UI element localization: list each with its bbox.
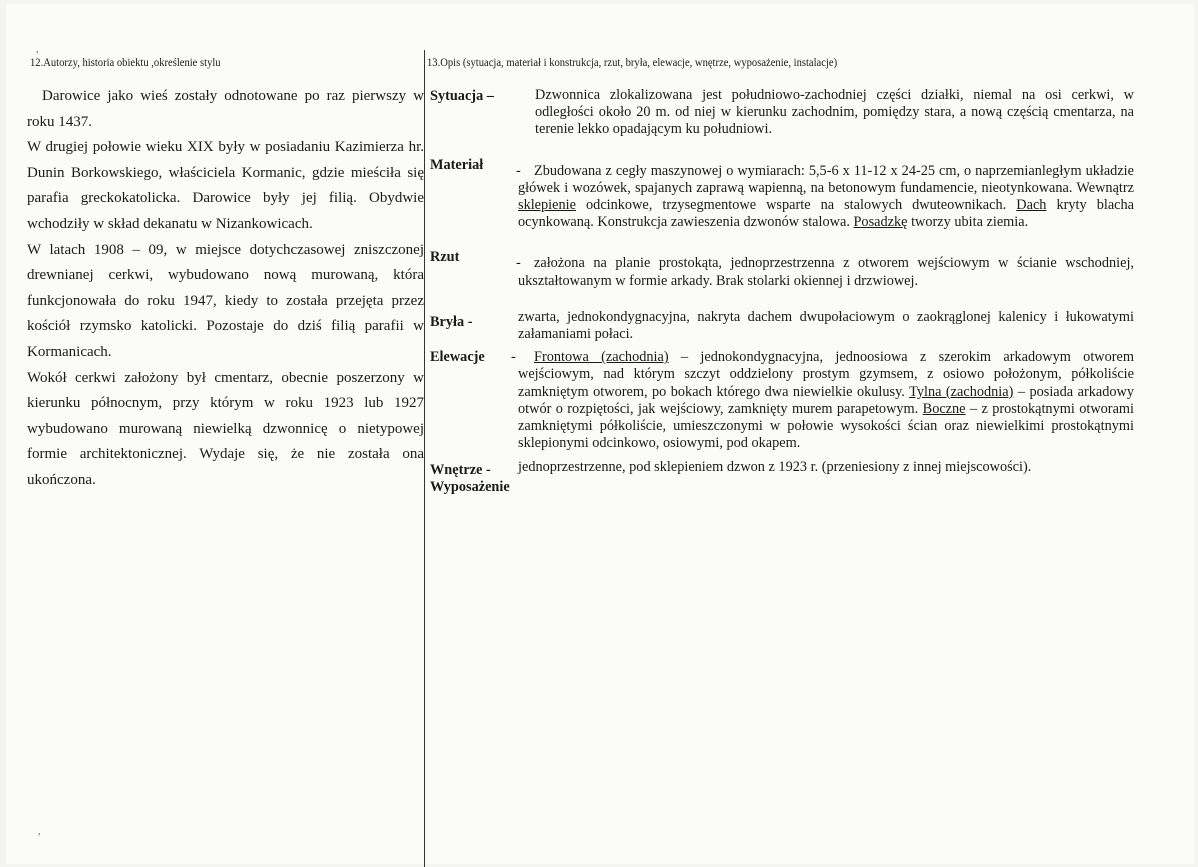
dash: - bbox=[516, 255, 521, 272]
history-paragraph: W latach 1908 – 09, w miejsce dotychczasowej zniszczonej drewnianej cerkwi, wybudowano nową murowaną, która funkcjonowała do roku 1947, kiedy to została przejęta przez kościół rzymsko katolicki. Pozostaje do dziś filią parafii w Kormanicach. bbox=[27, 241, 424, 360]
dash: - bbox=[516, 162, 521, 179]
dash: - bbox=[511, 349, 516, 366]
entry-wnetrze bbox=[428, 459, 1134, 479]
description-column bbox=[428, 87, 1134, 496]
scan-speck: , bbox=[38, 826, 41, 837]
scan-speck: , bbox=[36, 44, 39, 55]
text-bryla: zwarta, jednokondygnacyjna, nakryta dachem dwupołaciowym o zaokrąglonej kalenicy i łukowatymi załamaniami połaci. bbox=[518, 308, 1134, 343]
text-fragment: tworzy ubita ziemia. bbox=[911, 214, 1029, 231]
section-13-header: 13.Opis (sytuacja, materiał i konstrukcja, rzut, bryła, elewacje, wnętrze, wyposażenie, instalacje) bbox=[427, 57, 838, 69]
text-fragment: kryty blacha ocynkowaną. Konstrukcja zawieszenia dzwonów stalowa. bbox=[518, 197, 1135, 231]
text-fragment: Zbudowana z cegły maszynowej o wymiarach: 5,5-6 x 11-12 x 24-25 cm, o naprzemianległym układzie główek i wozówek, spajanych zaprawą wapienną, na betonowym fundamencie, nieotynkowana. Wewnątrz bbox=[518, 162, 1134, 196]
entry-sytuacja bbox=[428, 87, 1134, 139]
label-wnetrze: Wnętrze - bbox=[430, 462, 491, 479]
label-rzut: Rzut bbox=[430, 249, 460, 266]
entry-bryla bbox=[428, 309, 1134, 343]
text-fragment: – z prostokątnymi otworami zamkniętymi półkoliście, umieszczonymi w połowie wysokości ścian oraz niewielkimi prostokątnymi sklepionymi odcinkowo, osiowymi, pod okapem. bbox=[518, 400, 1135, 452]
label-wyposazenie: Wyposażenie bbox=[430, 478, 510, 495]
text-wnetrze: jednoprzestrzenne, pod sklepieniem dzwon z 1923 r. (przeniesiony z innej miejscowości). bbox=[518, 459, 1032, 476]
text-fragment: – posiada arkadowy otwór o rozpiętości, jak wejściowy, zamknięty murem parapetowym. bbox=[518, 383, 1134, 417]
keyword-boczne: Boczne bbox=[922, 400, 966, 417]
keyword-posadzke: Posadzkę bbox=[853, 214, 908, 231]
text-fragment: – jednokondygnacyjna, jednoosiowa z szerokim arkadowym otworem wejściowym, nad którym szczyt oddzielony prostym gzymsem, z osiowo położonym, półkoliście zamkniętym otworem, po bokach którego dwa niewielkie okulusy. bbox=[518, 349, 1134, 400]
label-sytuacja: Sytuacja – bbox=[430, 88, 494, 104]
text-fragment: odcinkowe, trzysegmentowe wsparte na stalowych dwuteownikach. bbox=[586, 197, 1007, 214]
history-column bbox=[27, 84, 424, 494]
text-elewacje bbox=[518, 349, 1134, 452]
entry-elewacje bbox=[428, 349, 1134, 452]
entry-material bbox=[428, 156, 1135, 232]
history-paragraph: Darowice jako wieś zostały odnotowane po raz pierwszy w roku 1437. bbox=[27, 88, 424, 130]
label-elewacje: Elewacje bbox=[430, 349, 485, 366]
entry-rzut bbox=[428, 249, 1134, 289]
keyword-dach: Dach bbox=[1016, 197, 1047, 214]
column-divider bbox=[424, 50, 425, 867]
text-rzut: założona na planie prostokąta, jednoprzestrzenna z otworem wejściowym w ścianie wschodniej, ukształtowanym w formie arkady. Brak stolarki okiennej i drzwiowej. bbox=[518, 255, 1134, 289]
section-12-header: 12.Autorzy, historia obiektu ,określenie stylu bbox=[30, 57, 221, 69]
keyword-frontowa: Frontowa (zachodnia) bbox=[534, 349, 669, 366]
text-sytuacja: Dzwonnica zlokalizowana jest południowo-zachodniej części działki, niemal na osi cerkwi, w odległości około 20 m. od niej w kierunku zachodnim, pomiędzy stara, a nową częścią cmentarza, na terenie lekko opadającym ku południowi. bbox=[535, 87, 1134, 138]
keyword-tylna: Tylna (zachodnia) bbox=[909, 383, 1014, 400]
spacer bbox=[518, 349, 534, 365]
keyword-sklepienie: sklepienie bbox=[518, 197, 576, 214]
history-paragraph: Wokół cerkwi założony był cmentarz, obecnie poszerzony w kierunku północnym, przy którym w roku 1923 lub 1927 wybudowano murowaną niewielką dzwonnicę o nietypowej formie architektonicznej. Wydaje się, że nie została ona ukończona. bbox=[27, 369, 424, 488]
label-material: Materiał bbox=[430, 156, 484, 173]
text-material bbox=[518, 163, 1134, 232]
label-bryla: Bryła - bbox=[430, 313, 473, 330]
history-paragraph: W drugiej połowie wieku XIX były w posiadaniu Kazimierza hr. Dunin Borkowskiego, właściciela Kormanic, gdzie mieściła się parafia greckokatolicka. Darowice były jej filią. Obydwie wchodziły w skład dekanatu w Nizankowicach. bbox=[27, 139, 424, 232]
